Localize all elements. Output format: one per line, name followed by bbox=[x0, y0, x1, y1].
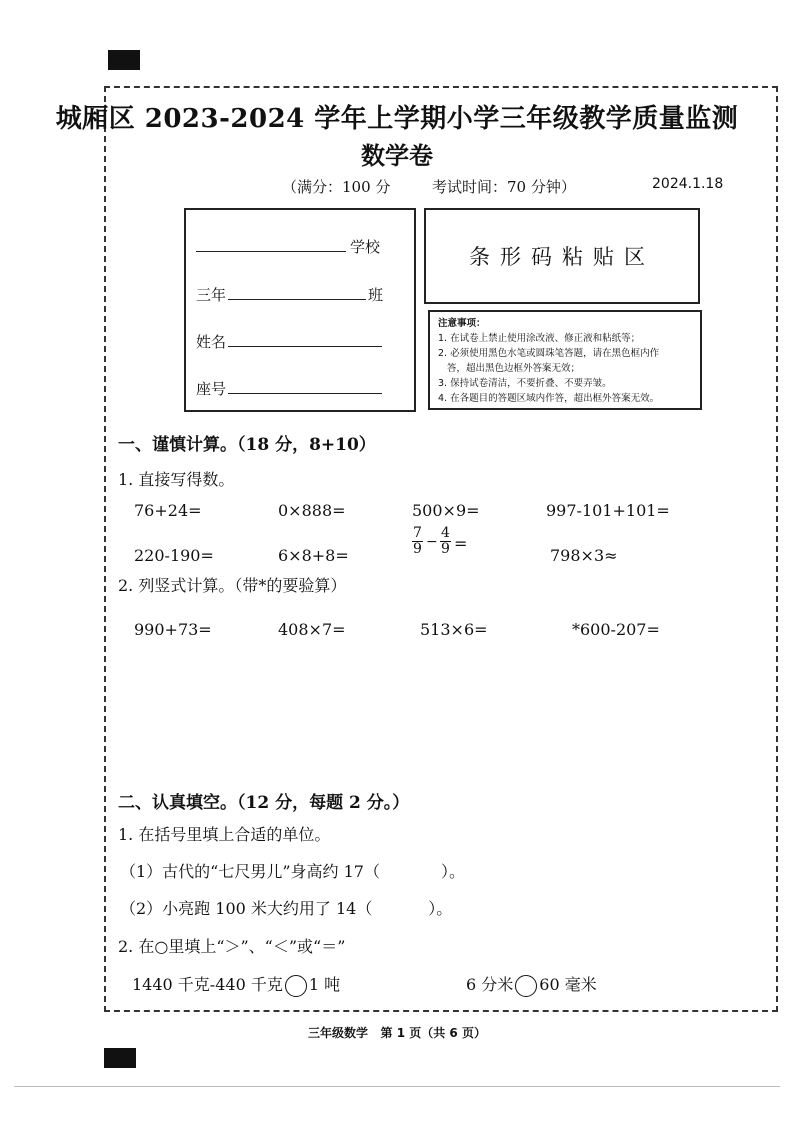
exam-time: 考试时间：70 分钟） bbox=[432, 178, 576, 196]
name-underline[interactable] bbox=[228, 346, 382, 347]
s2-q1-title: 1. 在括号里填上合适的单位。 bbox=[118, 825, 331, 844]
q1-title: 1. 直接写得数。 bbox=[118, 470, 235, 489]
fraction-7-9: $\frac{7}{9}$ bbox=[413, 525, 422, 557]
note-item: 3. 保持试卷清洁，不要折叠、不要弄皱。 bbox=[438, 378, 612, 389]
vertical-calc-item: 408×7= bbox=[278, 620, 346, 639]
calc-item: 6×8+8= bbox=[278, 546, 349, 565]
calc-item: 76+24= bbox=[134, 501, 202, 520]
note-item: 1. 在试卷上禁止使用涂改液、修正液和粘纸等； bbox=[438, 333, 641, 344]
vertical-calc-item: 513×6= bbox=[420, 620, 488, 639]
calc-item: 997-101+101= bbox=[546, 501, 670, 520]
exam-title: 城厢区 2023-2024 学年上学期小学三年级教学质量监测 bbox=[55, 104, 739, 134]
fraction-4-9: $\frac{4}{9}$ bbox=[441, 525, 450, 557]
page-footer: 三年级数学 第 1 页（共 6 页） bbox=[308, 1026, 486, 1040]
school-label: 学校 bbox=[350, 238, 381, 256]
grade-label: 三年 bbox=[196, 286, 227, 304]
class-label: 班 bbox=[368, 286, 384, 304]
calc-item: 798×3≈ bbox=[550, 546, 618, 565]
note-item: 2. 必须使用黑色水笔或圆珠笔答题，请在黑色框内作 bbox=[438, 348, 660, 359]
notes-box bbox=[428, 310, 702, 410]
vertical-calc-item: 990+73= bbox=[134, 620, 212, 639]
calc-item: 500×9= bbox=[412, 501, 480, 520]
s2-q1-b: （2）小亮跑 100 米大约用了 14（ ）。 bbox=[120, 899, 453, 918]
calc-item: 220-190= bbox=[134, 546, 214, 565]
s2-q1-a: （1）古代的“七尺男儿”身高约 17（ ）。 bbox=[120, 862, 466, 881]
note-item: 4. 在各题目的答题区域内作答，超出框外答案无效。 bbox=[438, 393, 660, 404]
q2-title: 2. 列竖式计算。（带*的要验算） bbox=[118, 576, 347, 595]
school-underline[interactable] bbox=[196, 251, 346, 252]
class-underline[interactable] bbox=[228, 299, 366, 300]
fraction-minus: − bbox=[426, 534, 438, 550]
exam-subtitle: 数学卷 bbox=[361, 141, 433, 170]
compare-item-1: 1440 千克-440 千克 1 吨 bbox=[132, 972, 340, 997]
page-bottom-rule bbox=[14, 1086, 780, 1087]
registration-marker-top bbox=[108, 50, 140, 70]
full-score: （满分：100 分 bbox=[282, 178, 391, 196]
barcode-area bbox=[424, 208, 700, 304]
seat-label: 座号 bbox=[196, 380, 227, 398]
calc-item: 0×888= bbox=[278, 501, 346, 520]
vertical-calc-item: *600-207= bbox=[572, 620, 660, 639]
section1-title: 一、谨慎计算。（18 分，8+10） bbox=[118, 435, 376, 455]
fraction-equals: = bbox=[454, 534, 468, 553]
answer-circle[interactable] bbox=[515, 975, 537, 997]
name-label: 姓名 bbox=[196, 333, 227, 351]
seat-underline[interactable] bbox=[228, 393, 382, 394]
answer-circle[interactable] bbox=[285, 975, 307, 997]
registration-marker-bottom bbox=[104, 1048, 136, 1068]
exam-date: 2024.1.18 bbox=[652, 176, 724, 192]
barcode-label: 条形码粘贴区 bbox=[469, 245, 655, 269]
notes-title: 注意事项： bbox=[438, 318, 486, 329]
note-item: 答，超出黑色边框外答案无效； bbox=[438, 363, 581, 374]
s2-q2-title: 2. 在○里填上“＞”、“＜”或“＝” bbox=[118, 937, 346, 956]
compare-item-2: 6 分米 60 毫米 bbox=[466, 972, 597, 997]
section2-title: 二、认真填空。（12 分，每题 2 分。） bbox=[118, 793, 410, 813]
